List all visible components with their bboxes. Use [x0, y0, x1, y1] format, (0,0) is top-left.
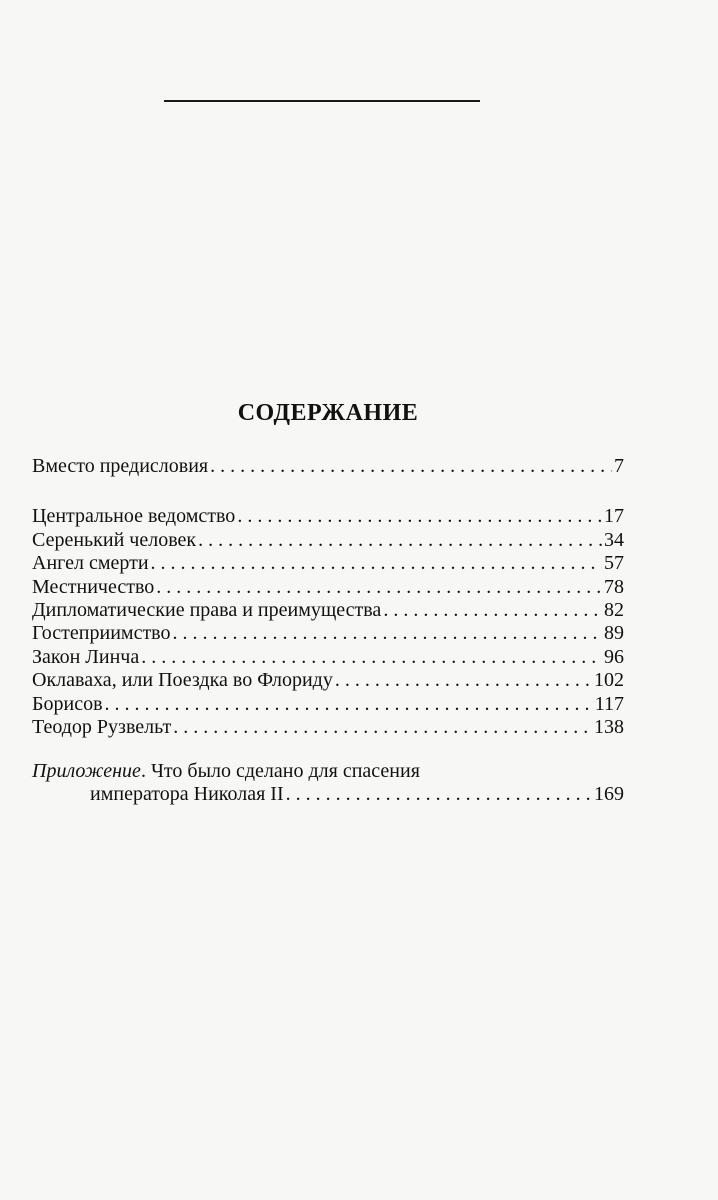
- toc-entry-title: Дипломатические права и преимущества: [32, 598, 382, 621]
- toc-entry[interactable]: [32, 716, 624, 739]
- toc-entry-title: Оклаваха, или Поездка во Флориду: [32, 669, 333, 692]
- toc-entry[interactable]: [32, 552, 624, 575]
- leader-dots: [198, 529, 602, 552]
- toc-entry-title: Местничество: [32, 575, 155, 598]
- toc-entry-title: Борисов: [32, 692, 103, 715]
- toc-entry-title: Вместо предисловия: [32, 455, 209, 477]
- top-rule: [164, 100, 480, 102]
- toc-entry-title: императора Николая II: [90, 783, 284, 806]
- leader-dots: [151, 552, 602, 575]
- leader-dots: [383, 599, 602, 622]
- toc-appendix-title-line: [32, 759, 624, 783]
- toc-entry-page: 96: [604, 645, 624, 668]
- table-of-contents: [32, 455, 624, 807]
- toc-entry[interactable]: [32, 646, 624, 669]
- toc-entry-page: 57: [604, 552, 624, 575]
- leader-dots: [173, 622, 603, 645]
- toc-entry-page: 169: [594, 783, 624, 806]
- appendix-title-start: . Что было сделано для спасения: [140, 760, 420, 783]
- toc-entry[interactable]: [32, 669, 624, 692]
- toc-entry[interactable]: [32, 505, 624, 528]
- toc-entry-page: 89: [604, 622, 624, 645]
- toc-entry[interactable]: [32, 622, 624, 645]
- toc-entry-appendix[interactable]: [32, 783, 624, 806]
- toc-entry-title: Серенький человек: [32, 528, 197, 551]
- toc-entry-title: Закон Линча: [32, 645, 140, 668]
- toc-entry-page: 82: [604, 598, 624, 621]
- toc-entry-page: 17: [604, 505, 624, 528]
- contents-heading: СОДЕРЖАНИЕ: [237, 400, 419, 426]
- leader-dots: [141, 646, 602, 669]
- leader-dots: [237, 505, 602, 528]
- leader-dots: [156, 576, 602, 599]
- appendix-label: Приложение: [32, 760, 141, 783]
- toc-entry-page: 7: [614, 455, 624, 477]
- toc-entry-page: 78: [604, 575, 624, 598]
- toc-entry-page: 102: [594, 669, 624, 692]
- leader-dots: [173, 716, 592, 739]
- toc-entry-page: 138: [594, 715, 624, 738]
- toc-entry-page: 117: [594, 692, 624, 715]
- leader-dots: [335, 669, 592, 692]
- toc-entry[interactable]: [32, 693, 624, 716]
- toc-entry-title: Гостеприимство: [32, 622, 171, 645]
- toc-entry-page: 34: [604, 528, 624, 551]
- toc-entry-intro[interactable]: [32, 455, 624, 478]
- toc-entry-title: Теодор Рузвельт: [32, 715, 172, 738]
- toc-entry[interactable]: [32, 576, 624, 599]
- leader-dots: [286, 783, 592, 806]
- leader-dots: [105, 693, 593, 716]
- toc-entry[interactable]: [32, 599, 624, 622]
- toc-entry[interactable]: [32, 529, 624, 552]
- leader-dots: [210, 455, 612, 478]
- toc-entry-title: Центральное ведомство: [32, 505, 236, 528]
- toc-entry-title: Ангел смерти: [32, 552, 149, 575]
